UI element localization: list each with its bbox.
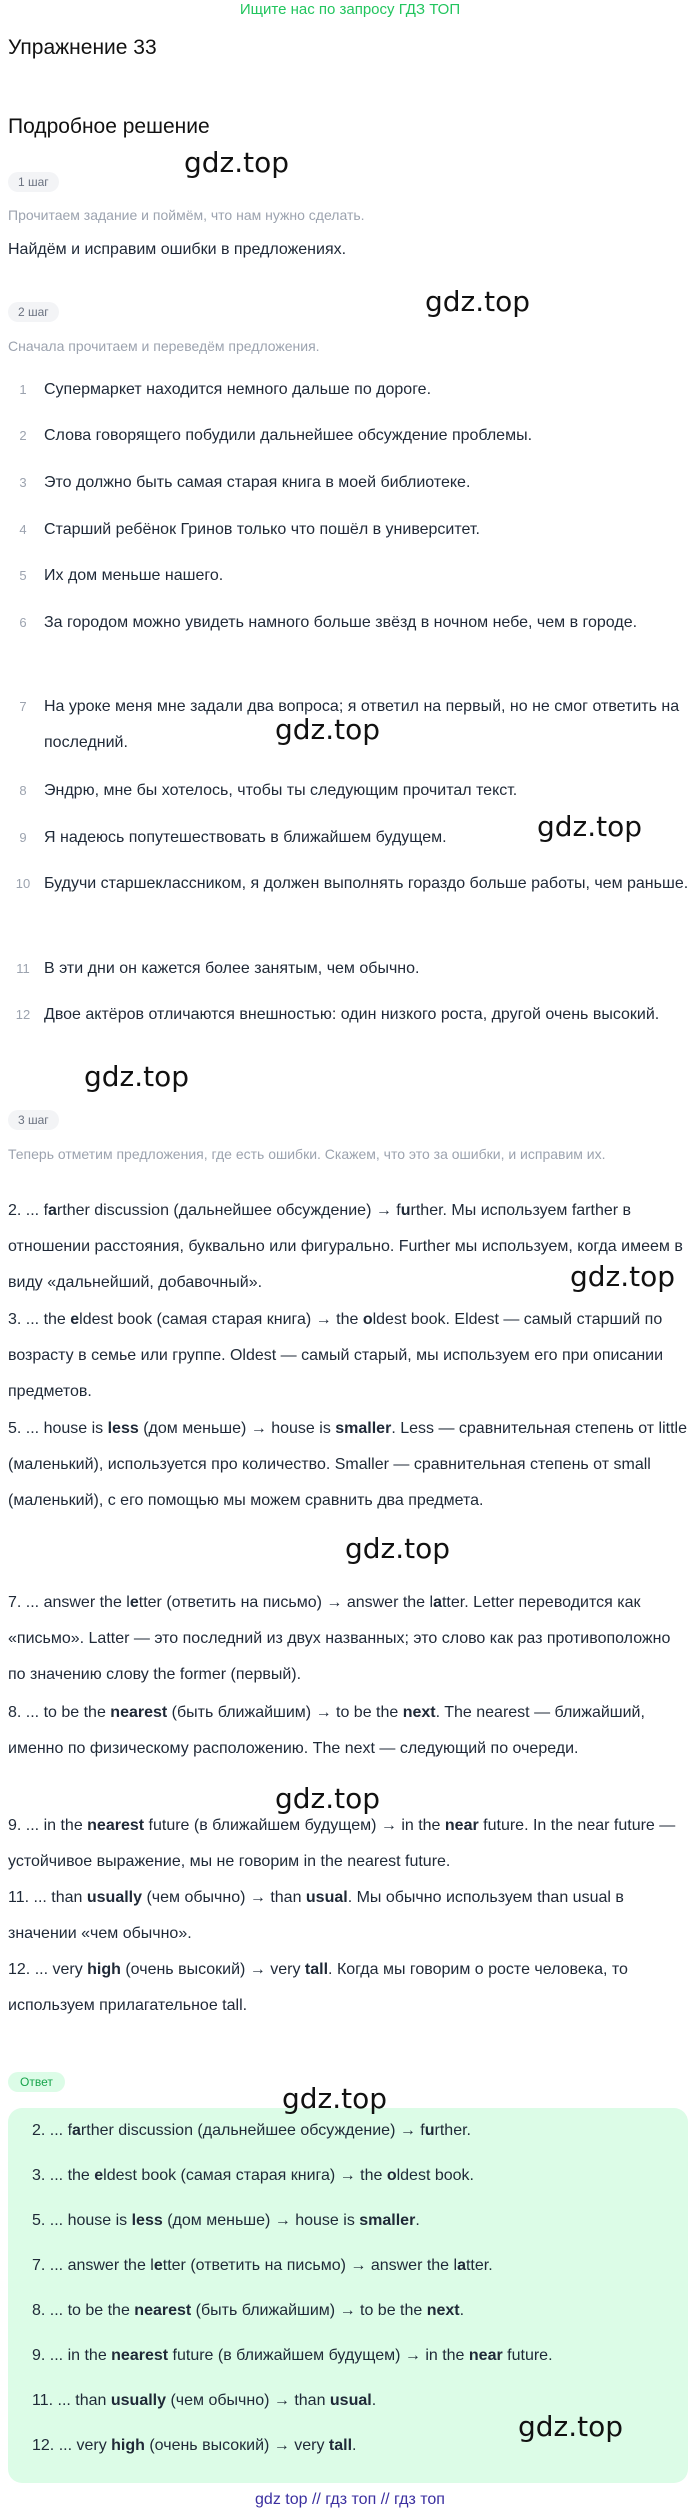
text-part: (очень высокий) → very <box>120 1961 305 1978</box>
text-part: . <box>459 2302 465 2319</box>
correct-part: tall <box>328 2437 353 2454</box>
text-part: rther. <box>434 2122 471 2139</box>
text-part: 11. ... than <box>8 1889 87 1906</box>
item-text: Я надеюсь попутешествовать в ближайшем будущем. <box>44 829 447 846</box>
item-number: 9 <box>19 830 27 845</box>
watermark: gdz.top <box>537 810 643 843</box>
text-part: 2. ... f <box>8 1202 49 1219</box>
wrong-part: usually <box>86 1889 143 1906</box>
wrong-part: nearest <box>110 1704 168 1721</box>
wrong-part: less <box>131 2212 163 2229</box>
correct-part: tall <box>304 1961 329 1978</box>
text-part: 3. ... the <box>32 2167 95 2184</box>
text-part: rther discussion (дальнейшее обсуждение) → f <box>80 2122 425 2139</box>
item-text: Супермаркет находится немного дальше по дороге. <box>44 381 432 398</box>
correct-part: usual <box>305 1889 348 1906</box>
item-number: 7 <box>19 699 27 714</box>
item-number: 2 <box>19 428 27 443</box>
answer-item <box>32 2210 672 2232</box>
item-number: 3 <box>19 475 27 490</box>
correct-part: smaller <box>335 1420 392 1437</box>
search-banner[interactable]: Ищите нас по запросу ГДЗ ТОП <box>239 1 461 18</box>
text-part: ldest book (самая старая книга) → the <box>79 1311 363 1328</box>
item-text: Старший ребёнок Гринов только что пошёл в университет. <box>44 521 480 538</box>
text-part: 3. ... the <box>8 1311 71 1328</box>
explanation-paragraph <box>8 1585 690 1693</box>
explanation-paragraph <box>8 1695 690 1767</box>
text-part: 8. ... to be the <box>32 2302 135 2319</box>
text-part: 5. ... house is <box>32 2212 132 2229</box>
correct-part: u <box>424 2122 435 2139</box>
step-1-hint: Прочитаем задание и поймём, что нам нужно сделать. <box>8 207 365 223</box>
wrong-part: e <box>70 1311 80 1328</box>
text-part: . The nearest — ближайший, именно по физическому расположению. The next — следующий по очереди. <box>8 1704 645 1757</box>
step-2-hint: Сначала прочитаем и переведём предложения. <box>8 338 320 354</box>
text-part: 2. ... f <box>32 2122 73 2139</box>
text-part: future. <box>502 2347 553 2364</box>
answer-item <box>32 2255 672 2277</box>
item-number: 10 <box>15 876 31 891</box>
watermark: gdz.top <box>282 2082 388 2115</box>
item-text: За городом можно увидеть намного больше звёзд в ночном небе, чем в городе. <box>44 614 638 631</box>
item-text: Слова говорящего побудили дальнейшее обсуждение проблемы. <box>44 427 533 444</box>
step-3-badge: 3 шаг <box>8 1110 59 1130</box>
item-number: 11 <box>16 961 30 976</box>
wrong-part: e <box>129 1594 139 1611</box>
watermark: gdz.top <box>425 285 531 318</box>
wrong-part: a <box>48 1202 57 1219</box>
wrong-part: less <box>107 1420 139 1437</box>
text-part: future (в ближайшем будущем) → in the <box>168 2347 469 2364</box>
wrong-part: e <box>153 2257 163 2274</box>
text-part: . <box>415 2212 420 2229</box>
wrong-part: high <box>87 1961 121 1978</box>
explanation-paragraph <box>8 1952 690 2024</box>
text-part: . <box>371 2392 377 2409</box>
text-part: ldest book (самая старая книга) → the <box>103 2167 387 2184</box>
wrong-part: e <box>94 2167 104 2184</box>
text-part: tter (ответить на письмо) → answer the l <box>138 1594 434 1611</box>
text-part: (дом меньше) → house is <box>138 1420 336 1437</box>
text-part: ldest book. <box>396 2167 474 2184</box>
watermark: gdz.top <box>275 713 381 746</box>
item-number: 1 <box>19 382 27 397</box>
footer-links[interactable]: gdz top // гдз топ // гдз топ <box>255 2491 445 2508</box>
text-part: (быть ближайшим) → to be the <box>167 1704 403 1721</box>
correct-part: a <box>433 1594 442 1611</box>
answer-item <box>32 2345 672 2367</box>
item-number: 4 <box>19 522 27 537</box>
item-text: Будучи старшеклассником, я должен выполнять гораздо больше работы, чем раньше. <box>44 875 689 892</box>
item-text: Эндрю, мне бы хотелось, чтобы ты следующим прочитал текст. <box>44 782 518 799</box>
text-part: . Less — сравнительная степень от little (маленький), используется про количество. Smaller — сравнительная степень от small (маленький), с его помощью мы можем сравнить два предмета. <box>8 1420 687 1509</box>
item-text: Двое актёров отличаются внешностью: один низкого роста, другой очень высокий. <box>44 1006 660 1023</box>
text-part: 7. ... answer the l <box>32 2257 154 2274</box>
step-1-badge: 1 шаг <box>8 172 59 192</box>
explanation-paragraph <box>8 1411 690 1519</box>
text-part: 9. ... in the <box>32 2347 112 2364</box>
item-number: 6 <box>19 615 27 630</box>
text-part: . Когда мы говорим о росте человека, то используем прилагательное tall. <box>8 1961 628 2014</box>
text-part: (чем обычно) → than <box>142 1889 306 1906</box>
text-part: (быть ближайшим) → to be the <box>191 2302 427 2319</box>
section-title: Подробное решение <box>8 115 210 138</box>
watermark: gdz.top <box>184 146 290 179</box>
step-2-badge: 2 шаг <box>8 302 59 322</box>
text-part: future (в ближайшем будущем) → in the <box>144 1817 445 1834</box>
text-part: future. In the near future — устойчивое выражение, мы не говорим in the nearest future. <box>8 1817 676 1870</box>
text-part: 9. ... in the <box>8 1817 88 1834</box>
text-part: tter. <box>465 2257 493 2274</box>
text-part: tter (ответить на письмо) → answer the l <box>162 2257 458 2274</box>
text-part: 12. ... very <box>8 1961 88 1978</box>
text-part: 5. ... house is <box>8 1420 108 1437</box>
text-part: . <box>352 2437 357 2454</box>
item-text: На уроке меня мне задали два вопроса; я ответил на первый, но не смог ответить на последний. <box>44 698 680 751</box>
answer-item <box>32 2300 672 2322</box>
explanation-paragraph <box>8 1880 690 1952</box>
watermark: gdz.top <box>275 1782 381 1815</box>
answer-item <box>32 2165 672 2187</box>
text-part: 8. ... to be the <box>8 1704 111 1721</box>
wrong-part: usually <box>110 2392 167 2409</box>
item-text: Это должно быть самая старая книга в моей библиотеке. <box>44 474 471 491</box>
correct-part: u <box>400 1202 411 1219</box>
correct-part: smaller <box>359 2212 416 2229</box>
answer-item <box>32 2120 672 2142</box>
wrong-part: nearest <box>87 1817 145 1834</box>
explanation-paragraph <box>8 1808 690 1880</box>
wrong-part: nearest <box>134 2302 192 2319</box>
item-number: 12 <box>15 1007 31 1022</box>
correct-part: next <box>402 1704 436 1721</box>
text-part: . Мы обычно используем than usual в значении «чем обычно». <box>8 1889 624 1942</box>
text-part: tter. Letter переводится как «письмо». Latter — это последний из двух названных; это слово как раз противоположно по значению слову the former (первый). <box>8 1594 671 1683</box>
step-3-hint: Теперь отметим предложения, где есть ошибки. Скажем, что это за ошибки, и исправим их. <box>8 1146 606 1162</box>
answer-badge: Ответ <box>8 2072 65 2092</box>
watermark: gdz.top <box>518 2410 624 2443</box>
correct-part: usual <box>329 2392 372 2409</box>
text-part: rther discussion (дальнейшее обсуждение) → f <box>56 1202 401 1219</box>
text-part: rther. Мы используем farther в отношении расстояния, буквально или фигурально. Further мы используем, когда имеем в виду «дальнейший, добавочный». <box>8 1202 683 1291</box>
step-1-text: Найдём и исправим ошибки в предложениях. <box>8 241 347 258</box>
wrong-part: a <box>72 2122 81 2139</box>
correct-part: near <box>444 1817 479 1834</box>
wrong-part: high <box>111 2437 145 2454</box>
correct-part: o <box>386 2167 397 2184</box>
correct-part: o <box>362 1311 373 1328</box>
correct-part: a <box>457 2257 466 2274</box>
text-part: ldest book. Eldest — самый старший по возрасту в семье или группе. Oldest — самый старый, мы используем его при описании предметов. <box>8 1311 664 1400</box>
explanation-paragraph <box>8 1302 690 1410</box>
answer-item <box>32 2390 672 2412</box>
watermark: gdz.top <box>84 1060 190 1093</box>
watermark: gdz.top <box>570 1260 676 1293</box>
watermark: gdz.top <box>345 1532 451 1565</box>
text-part: 12. ... very <box>32 2437 112 2454</box>
item-text: Их дом меньше нашего. <box>44 567 224 584</box>
correct-part: near <box>468 2347 503 2364</box>
item-number: 5 <box>19 568 27 583</box>
page-title: Упражнение 33 <box>8 36 157 59</box>
wrong-part: nearest <box>111 2347 169 2364</box>
correct-part: next <box>426 2302 460 2319</box>
text-part: 7. ... answer the l <box>8 1594 130 1611</box>
text-part: (очень высокий) → very <box>144 2437 329 2454</box>
text-part: (дом меньше) → house is <box>162 2212 360 2229</box>
text-part: (чем обычно) → than <box>166 2392 330 2409</box>
text-part: 11. ... than <box>32 2392 111 2409</box>
item-number: 8 <box>19 783 27 798</box>
item-text: В эти дни он кажется более занятым, чем обычно. <box>44 960 420 977</box>
